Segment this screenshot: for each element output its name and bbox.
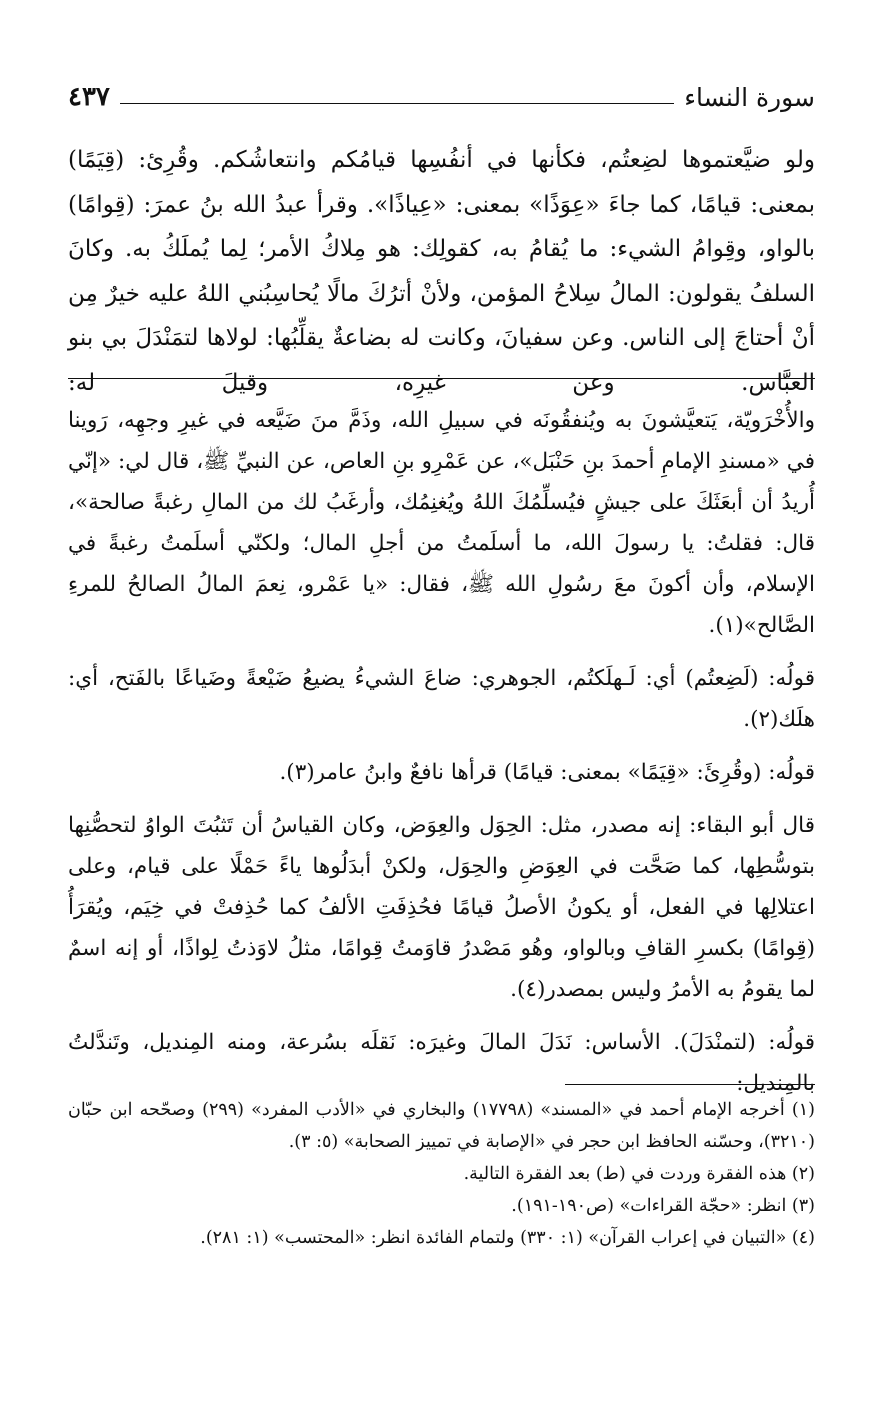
commentary-paragraph: قولُه: (لتمنْدَلَ). الأساس: نَدَلَ المالَ وغيرَه: نَقلَه بسُرعة، ومنه المِنديل، وتَندَّلتُ بالمِنديل:: [68, 1030, 815, 1096]
footnotes: [68, 1094, 815, 1254]
footnote: (٣) انظر: «حجّة القراءات» (ص١٩٠-١٩١).: [511, 1196, 815, 1216]
commentary-paragraph: قولُه: (وقُرِئَ: «قِيَمًا» بمعنى: قيامًا) قرأها نافعٌ وابنُ عامر(٣).: [279, 760, 815, 785]
commentary: [68, 400, 815, 1116]
header-rule: [120, 103, 674, 104]
footnote: (٤) «التبيان في إعراب القرآن» (١: ٣٣٠) ولتمام الفائدة انظر: «المحتسب» (١: ٢٨١).: [200, 1228, 815, 1248]
footnote: (٢) هذه الفقرة وردت في (ط) بعد الفقرة التالية.: [463, 1164, 815, 1184]
commentary-paragraph: قولُه: (لَضِعتُم) أي: لَـهلَكتُم، الجوهري: ضاعَ الشيءُ يضيعُ ضَيْعةً وضَياعًا بالفَتح، أي: هلَك(٢).: [68, 666, 815, 732]
footnote: (١) أخرجه الإمام أحمد في «المسند» (١٧٧٩٨) والبخاري في «الأدب المفرد» (٢٩٩) وصحّحه ابن حبّان (٣٢١٠)، وحسّنه الحافظ ابن حجر في «الإصابة في تمييز الصحابة» (٥: ٣).: [68, 1100, 815, 1152]
main-text: ولو ضيَّعتموها لضِعتُم، فكأنها في أنفُسِها قيامُكم وانتعاشُكم. وقُرِئ: (قِيَمًا) بمعنى: قيامًا، كما جاءَ «عِوَذًا» بمعنى: «عِياذًا». وقرأ عبدُ الله بنُ عمرَ: (قِوامًا) بالواو، وقِوامُ الشيء: ما يُقامُ به، كقولِك: هو مِلاكُ الأمر؛ لِما يُملَكُ به. وكانَ السلفُ يقولون: المالُ سِلاحُ المؤمن، ولأنْ أترُكَ مالًا يُحاسِبُني اللهُ عليه خيرٌ مِن أنْ أحتاجَ إلى الناس. وعن سفيانَ، وكانت له بضاعةٌ يقلِّبُها: لولاها لتمَنْدَلَ بي بنو العبَّاس. وعن غيرِه، وقيلَ له:: [68, 147, 815, 396]
footnote-divider: [565, 1084, 815, 1085]
running-header: [68, 74, 815, 114]
commentary-paragraph: قال أبو البقاء: إنه مصدر، مثل: الحِوَل والعِوَض، وكان القياسُ أن تَثبُتَ الواوُ لتحصُّنِها بتوسُّطِها، كما صَحَّت في العِوَضِ والحِوَل، ولكنْ أبدَلُوها ياءً حَمْلًا على قيام، وعلى اعتلالِها في الفعل، أو يكونُ الأصلُ قيامًا فحُذِفَتِ الألفُ كما حُذِفتْ في خِيَم، ويُقرَأُ (قِوامًا) بكسرِ القافِ وبالواو، وهُو مَصْدرُ قاوَمتُ قِوامًا، مثلُ لاوَذتُ لِواذًا، أو إنه اسمٌ لما يقومُ به الأمرُ وليس بمصدر(٤).: [68, 813, 815, 1002]
page-number: ٤٣٧: [68, 82, 110, 112]
commentary-paragraph: والأُخْرَويّة، يَتعيَّشونَ به ويُنفقُونَه في سبيلِ الله، وذَمَّ منَ ضَيَّعه في غيرِ وجهِه، رَوينا في «مسندِ الإمامِ أحمدَ بنِ حَنْبَل»، عن عَمْرِو بنِ العاص، عن النبيِّ ﷺ، قال لي: «إنّي أُريدُ أن أبعَثَكَ على جيشٍ فيُسلِّمُكَ اللهُ ويُغنِمُك، وأرغَبُ لك من المالِ رغبةً صالحة»، قال: فقلتُ: يا رسولَ الله، ما أسلَمتُ من أجلِ المال؛ ولكنّي أسلَمتُ رغبةً في الإسلام، وأن أكونَ معَ رسُولِ الله ﷺ، فقال: «يا عَمْرو، نِعمَ المالُ الصالحُ للمرءِ الصَّالح»(١).: [68, 408, 815, 638]
main-text-divider: [68, 378, 815, 379]
surah-title: سورة النساء: [684, 83, 815, 112]
